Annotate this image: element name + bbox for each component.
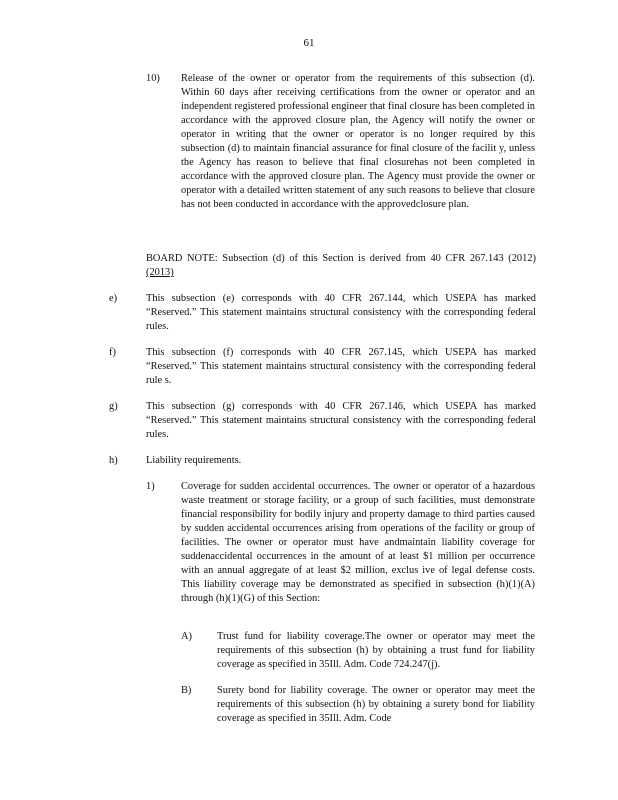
item-h-1-b-text: Surety bond for liability coverage. The owner or operator may meet the requirements of this subsection (h) by obtaining a surety bond for liability coverage as specified in 35Ill. Adm. Code [217,685,535,724]
item-h-1-a [0,630,618,674]
subsection-f-text: This subsection (f) corresponds with 40 CFR 267.145, which USEPA has marked “Reserved.” This statement maintains structural consistency with the corresponding federal rule s. [146,347,536,386]
item-10-text: Release of the owner or operator from the requirements of this subsection (d). Within 60 days after receiving certifications from the owner or operator and an independent registered professional engineer that final closure has been completed in accordance with the approved closure plan, the Agency will notify the owner or operator in writing that the owner or operator is no longer required by this subsection (d) to maintain financial assurance for final closure of the facilit y, unless the Agency has reason to believe that final closurehas not been completed in accordance with the approved closure plan. The Agency must provide the owner or operator with a detailed written statement of any such reasons to believe that closure has not been conducted in accordance with the approvedclosure plan. [181,73,535,210]
subsection-g-text: This subsection (g) corresponds with 40 CFR 267.146, which USEPA has marked “Reserved.” This statement maintains structural consistency with the corresponding federal rules. [146,401,536,440]
item-h-1-label: 1) [146,481,155,492]
board-note-year-deleted: (2012) [508,253,536,264]
item-h-1 [0,480,618,622]
item-10 [0,72,618,242]
subsection-h [0,454,618,470]
subsection-h-label: h) [109,455,118,466]
board-note-text: BOARD NOTE: Subsection (d) of this Section is derived from 40 CFR 267.143 [146,253,504,264]
subsection-f-label: f) [109,347,116,358]
item-10-label: 10) [146,73,160,84]
board-note [146,252,536,280]
subsection-e-text: This subsection (e) corresponds with 40 CFR 267.144, which USEPA has marked “Reserved.” This statement maintains structural consistency with the corresponding federal rules. [146,293,536,332]
subsection-g [0,400,618,444]
item-h-1-b-label: B) [181,685,192,696]
item-h-1-b [0,684,618,728]
item-h-1-a-label: A) [181,631,192,642]
subsection-e-label: e) [109,293,118,304]
board-note-year-added: (2013) [146,267,174,278]
subsection-g-label: g) [109,401,118,412]
subsection-h-title: Liability requirements. [146,455,242,466]
subsection-f [0,346,618,390]
page-number: 61 [303,37,315,49]
item-h-1-text: Coverage for sudden accidental occurrences. The owner or operator of a hazardous waste treatment or storage facility, or a group of such facilities, must demonstrate financial responsibility for bodily injury and property damage to third parties caused by sudden accidental occurrences arising from operations of the facility or group of facilities. The owner or operator must have andmaintain liability coverage for suddenaccidental occurrences in the amount of at least $1 million per occurrence with an annual aggregate of at least $2 million, exclus ive of legal defense costs. This liability coverage may be demonstrated as specified in subsection (h)(1)(A) through (h)(1)(G) of this Section: [181,481,535,604]
item-h-1-a-text: Trust fund for liability coverage.The owner or operator may meet the requirements of this subsection (h) by obtaining a trust fund for liability coverage as specified in 35Ill. Adm. Code 724.247(j). [217,631,535,670]
subsection-e [0,292,618,336]
